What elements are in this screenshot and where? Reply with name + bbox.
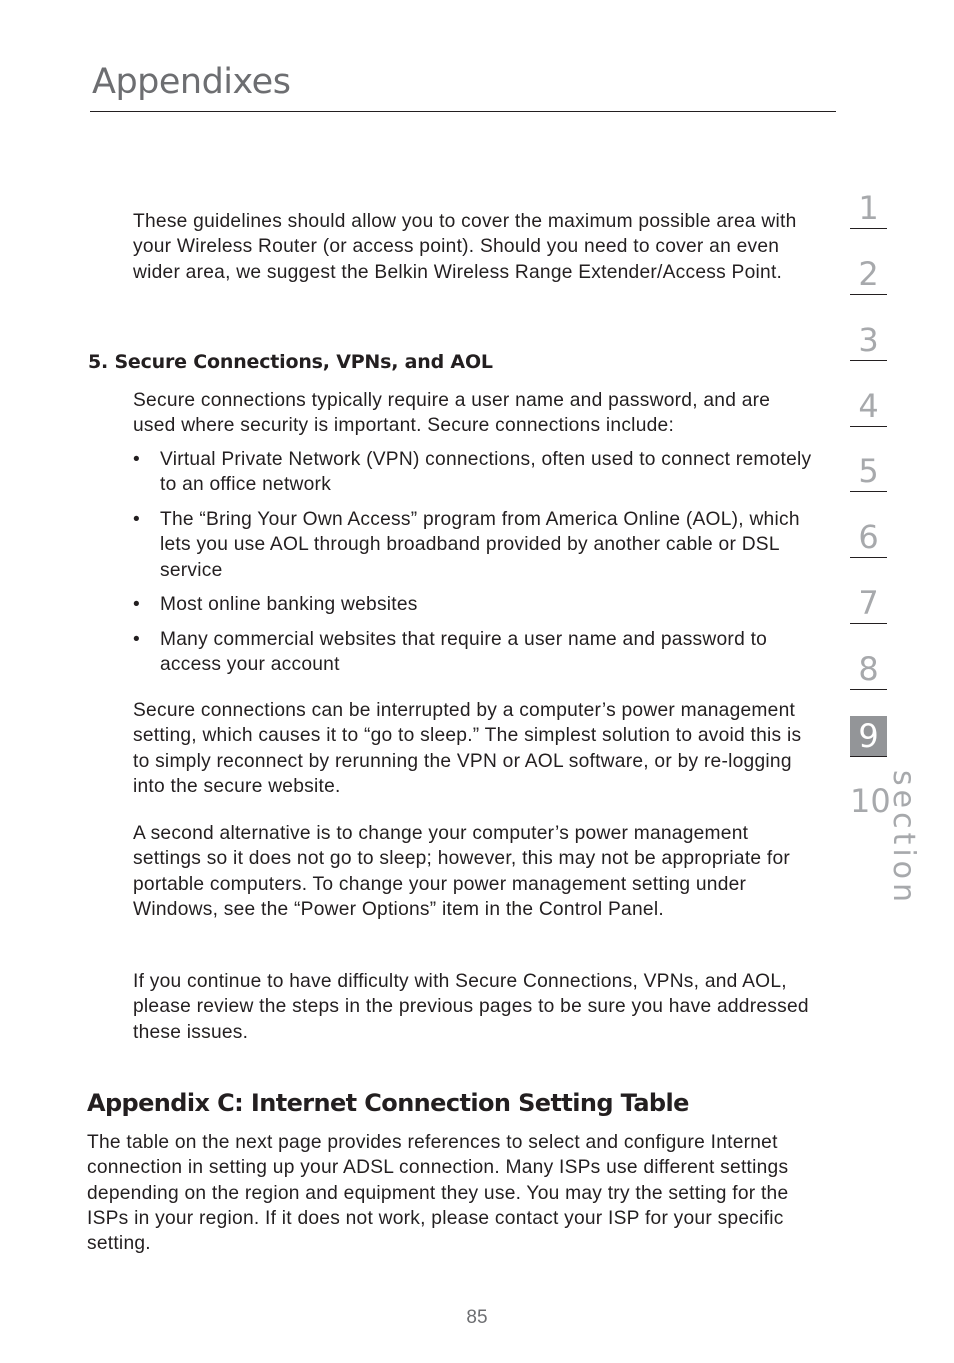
alternative-paragraph: A second alternative is to change your computer’s power management settings so it does not go to sleep; however, this may not be appropriate for portable computers. To change your power management setting under Windows, see the “Power Options” item in the Control Panel. [133, 823, 791, 920]
section-tab-7[interactable]: 7 [850, 583, 887, 624]
appendix-c-heading: Appendix C: Internet Connection Setting Table [87, 1089, 689, 1117]
difficulty-paragraph: If you continue to have difficulty with Secure Connections, VPNs, and AOL, please review the steps in the previous pages to be sure you have addressed these issues. [133, 971, 809, 1043]
page-number: 85 [466, 1307, 488, 1328]
list-item [133, 447, 813, 498]
section-tab-6[interactable]: 6 [850, 517, 887, 558]
list-item-text: Most online banking websites [160, 594, 418, 616]
bullet-icon: • [133, 628, 140, 650]
power-management-paragraph: Secure connections can be interrupted by a computer’s power management setting, which causes it to “go to sleep.” The simplest solution to avoid this is to simply reconnect by rerunning the VPN or AOL software, or by re-logging into the secure website. [133, 700, 802, 797]
list-item [133, 507, 813, 583]
section-tab-4[interactable]: 4 [850, 386, 887, 427]
secure-connections-list [133, 447, 813, 687]
list-item [133, 627, 813, 678]
appendix-c-paragraph: The table on the next page provides references to select and configure Internet connection in setting up your ADSL connection. Many ISPs use different settings depending on the region and equipment they use. You may try the setting for the ISPs in your region. If it does not work, please contact your ISP for your specific setting. [87, 1132, 789, 1255]
section-tab-8[interactable]: 8 [850, 649, 887, 690]
intro-paragraph: These guidelines should allow you to cover the maximum possible area with your Wireless Router (or access point). Should you need to cover an even wider area, we suggest the Belkin Wireless Range Extender/Access Point. [133, 211, 797, 283]
list-item-text: Virtual Private Network (VPN) connections, often used to connect remotely to an office network [160, 449, 812, 496]
list-item-text: Many commercial websites that require a user name and password to access your account [160, 628, 768, 676]
section-tab-5[interactable]: 5 [850, 451, 887, 492]
section-label: section [886, 770, 921, 907]
bullet-icon: • [133, 508, 140, 530]
bullet-icon: • [133, 449, 140, 470]
list-item-text: The “Bring Your Own Access” program from America Online (AOL), which lets you use AOL through broadband provided by another cable or DSL service [160, 508, 800, 581]
section-5-intro: Secure connections typically require a user name and password, and are used where security is important. Secure connections include: [133, 390, 771, 437]
section-tab-1[interactable]: 1 [850, 188, 887, 229]
section-tab-2[interactable]: 2 [850, 254, 887, 295]
bullet-icon: • [133, 594, 140, 616]
section-tab-9-active[interactable]: 9 [850, 716, 887, 757]
section-5-heading: 5. Secure Connections, VPNs, and AOL [88, 351, 493, 373]
section-tab-10[interactable]: 10 [850, 782, 891, 820]
header-divider [90, 111, 836, 112]
section-tab-3[interactable]: 3 [850, 320, 887, 361]
list-item [133, 592, 813, 617]
page-header-title: Appendixes [92, 62, 291, 102]
